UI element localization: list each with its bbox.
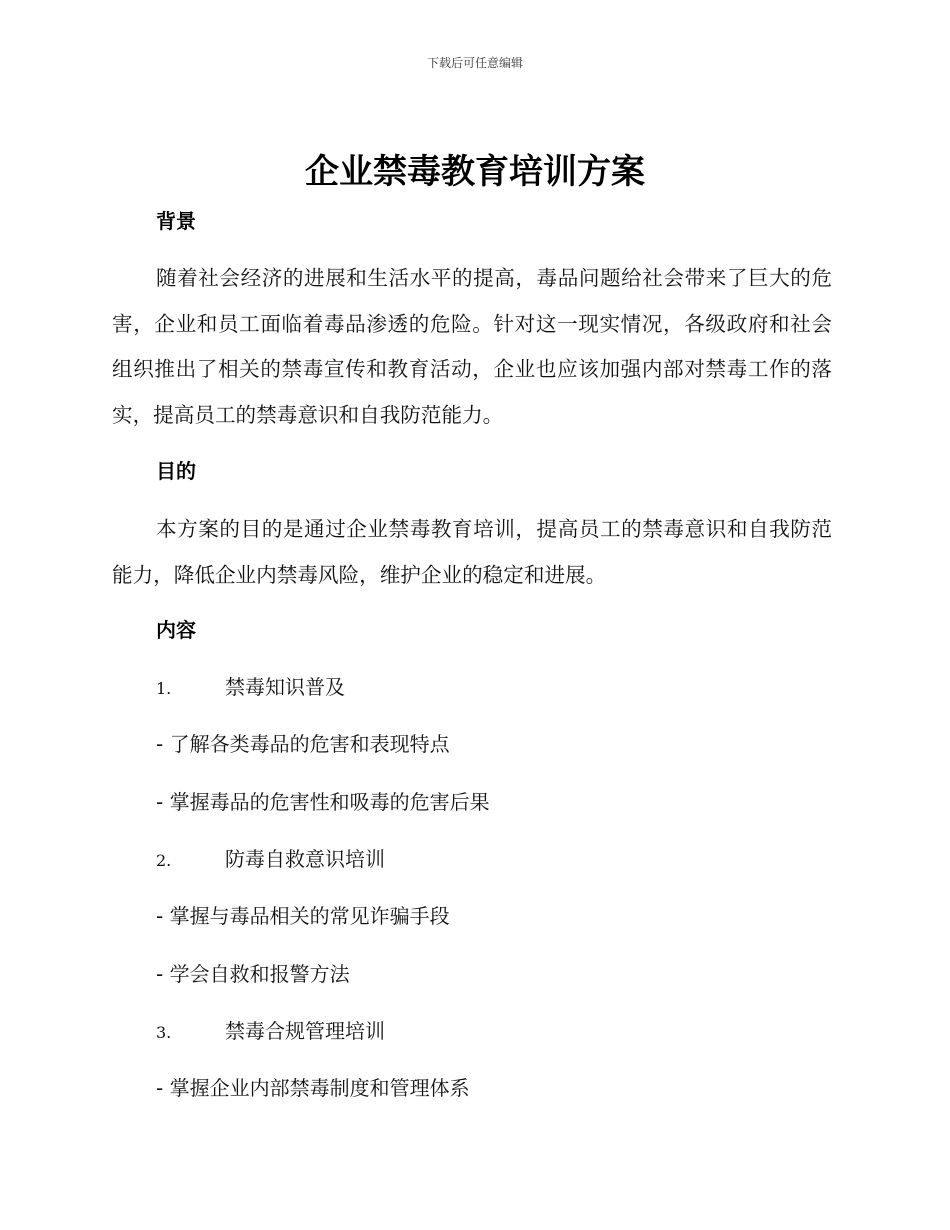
list-number: 1. <box>156 679 172 698</box>
list-item-3 <box>156 1016 385 1048</box>
document-title: 企业禁毒教育培训方案 <box>305 152 645 192</box>
paragraph-background: 随着社会经济的进展和生活水平的提高，毒品问题给社会带来了巨大的危害，企业和员工面临着毒品渗透的危险。针对这一现实情况，各级政府和社会组织推出了相关的禁毒宣传和教育活动，企业也应该加强内部对禁毒工作的落实，提高员工的禁毒意识和自我防范能力。 <box>112 266 832 427</box>
sub-item: - 掌握企业内部禁毒制度和管理体系 <box>156 1076 470 1100</box>
list-item-2 <box>156 844 385 876</box>
list-item-label: 禁毒合规管理培训 <box>225 1019 385 1043</box>
heading-content: 内容 <box>156 618 196 642</box>
sub-item: - 了解各类毒品的危害和表现特点 <box>156 732 450 756</box>
heading-background: 背景 <box>156 209 196 233</box>
list-item-label: 禁毒知识普及 <box>225 675 345 699</box>
sub-item: - 掌握与毒品相关的常见诈骗手段 <box>156 904 450 928</box>
list-number: 3. <box>156 1023 172 1042</box>
list-item-label: 防毒自救意识培训 <box>225 847 385 871</box>
list-item-1 <box>156 672 345 704</box>
paragraph-purpose: 本方案的目的是通过企业禁毒教育培训，提高员工的禁毒意识和自我防范能力，降低企业内禁毒风险，维护企业的稳定和进展。 <box>112 517 832 587</box>
heading-purpose: 目的 <box>156 459 196 483</box>
sub-item: - 学会自救和报警方法 <box>156 962 350 986</box>
list-number: 2. <box>156 851 172 870</box>
header-note: 下载后可任意编辑 <box>426 56 523 70</box>
sub-item: - 掌握毒品的危害性和吸毒的危害后果 <box>156 790 490 814</box>
